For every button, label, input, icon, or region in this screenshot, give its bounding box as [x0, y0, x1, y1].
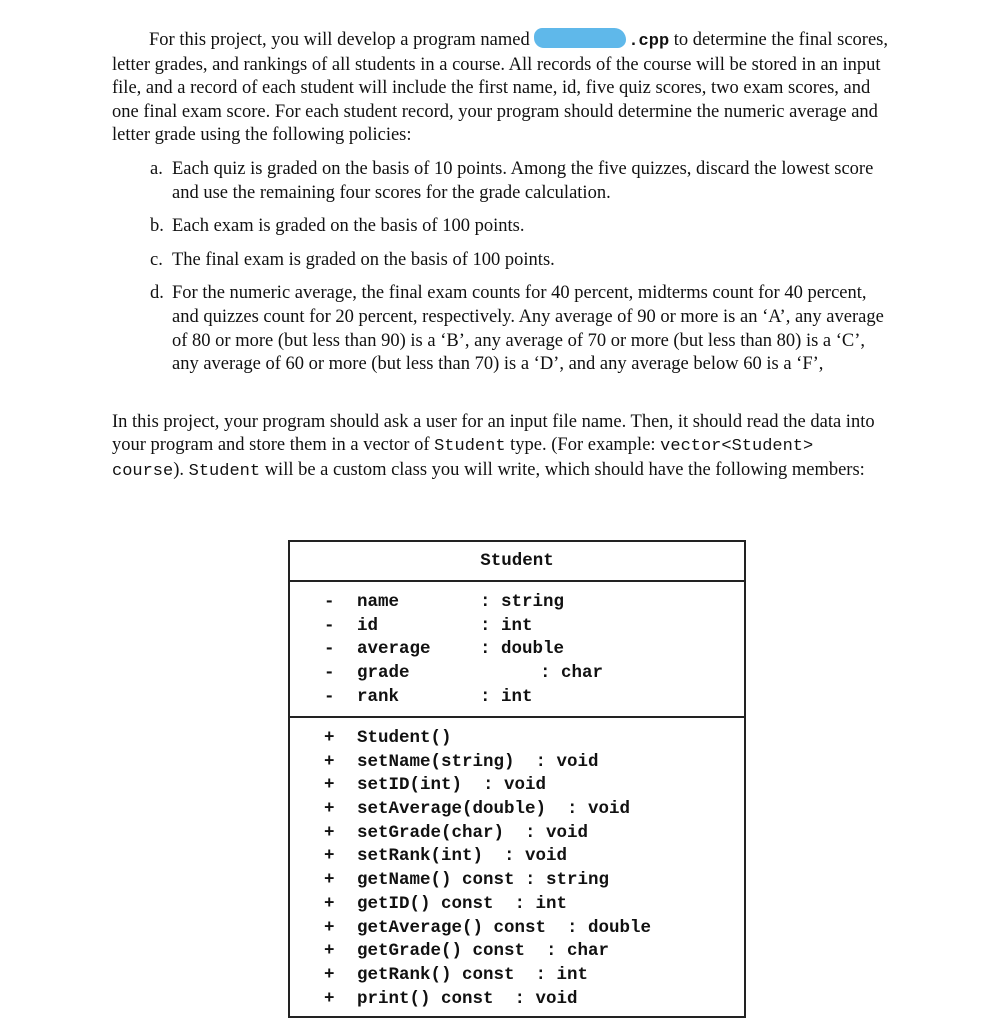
policy-text: The final exam is graded on the basis of 100 points.: [172, 249, 555, 270]
attribute-name: name: [357, 592, 400, 612]
visibility-public: +: [324, 941, 335, 962]
attribute-type: : string: [480, 592, 565, 612]
method-row: [290, 728, 744, 752]
method-signature: getGrade() const : char: [357, 941, 610, 962]
attribute-name: rank: [357, 686, 400, 707]
attribute-row: [290, 616, 744, 640]
policy-marker: d.: [150, 283, 164, 304]
method-signature: getID() const : int: [357, 893, 568, 914]
method-signature: print() const : void: [357, 988, 578, 1009]
assignment-document: [112, 28, 892, 484]
method-signature: setID(int) : void: [357, 775, 547, 796]
policy-marker: c.: [150, 249, 163, 270]
policy-marker: b.: [150, 216, 164, 237]
class-name-text: Student: [480, 551, 554, 571]
attribute-row: [290, 592, 744, 616]
visibility-public: +: [324, 822, 335, 843]
visibility-public: +: [324, 775, 335, 796]
intro-paragraph: [112, 28, 892, 148]
method-row: [290, 989, 744, 1013]
method-row: [290, 823, 744, 847]
attribute-type: : double: [480, 639, 565, 660]
visibility-public: +: [324, 917, 335, 938]
instructions-text-1: In this project, your program should ask a user for an input file name. Then, it should read the data into your program and store them in a vector of: [112, 411, 875, 456]
attribute-name: average: [357, 639, 431, 660]
method-signature: setGrade(char) : void: [357, 822, 589, 843]
policy-text: Each exam is graded on the basis of 100 points.: [172, 216, 525, 237]
visibility-private: -: [324, 686, 335, 707]
visibility-private: -: [324, 615, 335, 636]
policy-item-d: [150, 282, 892, 376]
method-row: [290, 965, 744, 989]
method-row: [290, 894, 744, 918]
method-row: [290, 870, 744, 894]
visibility-public: +: [324, 964, 335, 985]
method-signature: setAverage(double) : void: [357, 799, 631, 820]
visibility-public: +: [324, 893, 335, 914]
visibility-private: -: [324, 639, 335, 660]
method-row: [290, 846, 744, 870]
visibility-public: +: [324, 870, 335, 891]
method-row: [290, 775, 744, 799]
method-row: [290, 941, 744, 965]
visibility-public: +: [324, 728, 335, 748]
method-row: [290, 752, 744, 776]
uml-class-name: [290, 542, 744, 582]
policy-item-a: [150, 158, 892, 205]
attribute-type: : char: [540, 663, 604, 684]
instructions-text-2: type. (For example:: [505, 435, 661, 456]
method-row: [290, 918, 744, 942]
student-uml-class-diagram: [288, 540, 746, 1018]
method-row: [290, 799, 744, 823]
code-student-class: Student: [188, 461, 261, 481]
attribute-type: : int: [480, 615, 533, 636]
visibility-private: -: [324, 663, 335, 684]
policy-text: Each quiz is graded on the basis of 10 points. Among the five quizzes, discard the lowest score and use the remaining four scores for the grade calculation.: [172, 158, 874, 203]
attribute-type: : int: [480, 686, 533, 707]
visibility-private: -: [324, 592, 335, 612]
attribute-row: [290, 687, 744, 711]
policy-item-c: [150, 249, 892, 273]
method-signature: Student(): [357, 728, 452, 748]
attribute-row: [290, 663, 744, 687]
method-signature: getRank() const : int: [357, 964, 589, 985]
code-student-type: Student: [434, 437, 506, 457]
method-signature: setName(string) : void: [357, 751, 599, 772]
visibility-public: +: [324, 799, 335, 820]
visibility-public: +: [324, 846, 335, 867]
visibility-public: +: [324, 988, 335, 1009]
code-vector-example: vector<Student> course: [112, 437, 814, 481]
uml-attributes-section: [290, 582, 744, 718]
intro-text-start: For this project, you will develop a program named: [149, 30, 535, 50]
visibility-public: +: [324, 751, 335, 772]
method-signature: setRank(int) : void: [357, 846, 568, 867]
policy-text: For the numeric average, the final exam counts for 40 percent, midterms count for 40 percent, and quizzes count for 20 percent, respectively. Any average of 90 or more is an ‘A’, any average of 80 or more (but less than 90) is a ‘B’, any average of 70 or more (but less than 80) is a ‘C’, any average of 60 or more (but less than 70) is a ‘D’, and any average below 60 is a ‘F’,: [172, 283, 884, 375]
attribute-row: [290, 639, 744, 663]
method-signature: getAverage() const : double: [357, 917, 652, 938]
instructions-text-3: ).: [173, 459, 189, 480]
policy-item-b: [150, 215, 892, 239]
uml-methods-section: [290, 718, 744, 1012]
instructions-paragraph: [112, 411, 892, 484]
instructions-text-4: will be a custom class you will write, which should have the following members:: [260, 459, 865, 480]
attribute-name: id: [357, 615, 379, 636]
method-signature: getName() const : string: [357, 870, 610, 891]
intro-text-end: to determine the final scores, letter grades, and rankings of all students in a course. All records of the course will be stored in an input file, and a record of each student will include the first name, id, five quiz scores, two exam scores, and one final exam score. For each student record, your program should determine the numeric average and letter grade using the following policies:: [112, 30, 888, 146]
cpp-extension: .cpp: [628, 32, 670, 51]
redacted-filename-scribble: [534, 28, 626, 48]
grading-policies-list: [150, 158, 892, 377]
policy-marker: a.: [150, 158, 163, 179]
attribute-name: grade: [357, 663, 410, 684]
